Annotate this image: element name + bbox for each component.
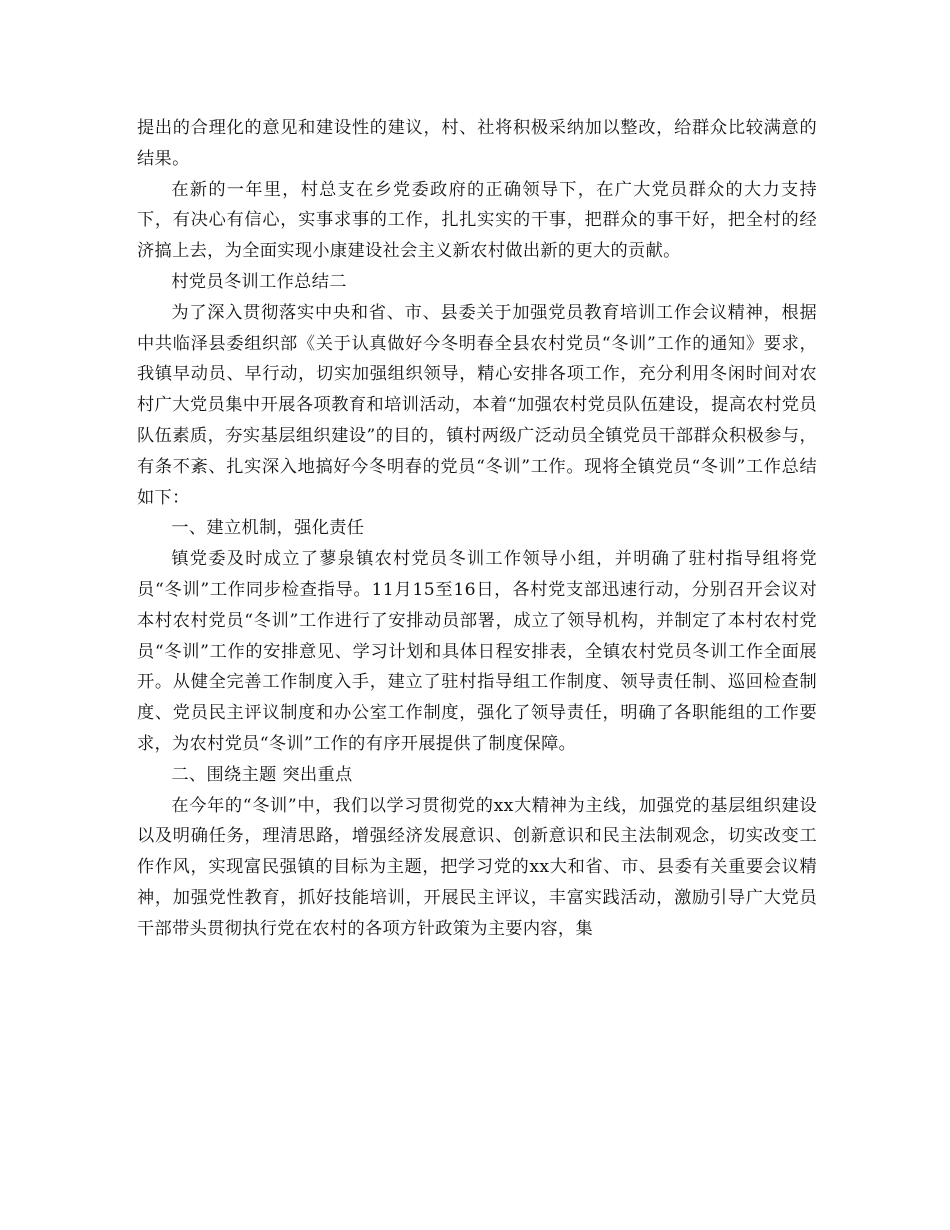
- heading-establish-mechanism: 一、建立机制，强化责任: [171, 518, 365, 539]
- paragraph-background: 为了深入贯彻落实中央和省、市、县委关于加强党员教育培训工作会议精神，根据中共临泽县委组织部《关于认真做好今冬明春全县农村党员“冬训”工作的通知》要求，我镇早动员、早行动，切实加强组织领导，精心安排各项工作，充分利用冬闲时间对农村广大党员集中开展各项教育和培训活动，本着“加强农村党员队伍建设，提高农村党员队伍素质，夯实基层组织建设”的目的，镇村两级广泛动员全镇党员干部群众积极参与，有条不紊、扎实深入地搞好今冬明春的党员“冬训”工作。现将全镇党员“冬训”工作总结如下：: [137, 302, 817, 508]
- heading-focus-theme: 二、围绕主题 突出重点: [171, 764, 353, 785]
- section-title-summary-two: 村党员冬训工作总结二: [171, 271, 347, 292]
- paragraph-focus-theme: 在今年的“冬训”中，我们以学习贯彻党的xx大精神为主线，加强党的基层组织建设以及明确任务，理清思路，增强经济发展意识、创新意识和民主法制观念，切实改变工作作风，实现富民强镇的目标为主题，把学习党的xx大和省、市、县委有关重要会议精神，加强党性教育，抓好技能培训，开展民主评议，丰富实践活动，激励引导广大党员干部带头贯彻执行党在农村的各项方针政策为主要内容，集: [137, 795, 817, 939]
- paragraph-new-year: 在新的一年里，村总支在乡党委政府的正确领导下，在广大党员群众的大力支持下，有决心有信心，实事求事的工作，扎扎实实的干事，把群众的事干好，把全村的经济搞上去，为全面实现小康建设社会主义新农村做出新的更大的贡献。: [137, 179, 817, 262]
- paragraph-mechanism: 镇党委及时成立了蓼泉镇农村党员冬训工作领导小组，并明确了驻村指导组将党员“冬训”工作同步检查指导。11月15至16日，各村党支部迅速行动，分别召开会议对本村农村党员“冬训”工作进行了安排动员部署，成立了领导机构，并制定了本村农村党员“冬训”工作的安排意见、学习计划和具体日程安排表，全镇农村党员冬训工作全面展开。从健全完善工作制度入手，建立了驻村指导组工作制度、领导责任制、巡回检查制度、党员民主评议制度和办公室工作制度，强化了领导责任，明确了各职能组的工作要求，为农村党员“冬训”工作的有序开展提供了制度保障。: [137, 549, 817, 754]
- document-body: [137, 113, 817, 945]
- paragraph-intro-continuation: 提出的合理化的意见和建设性的建议，村、社将积极采纳加以整改，给群众比较满意的结果。: [137, 118, 817, 169]
